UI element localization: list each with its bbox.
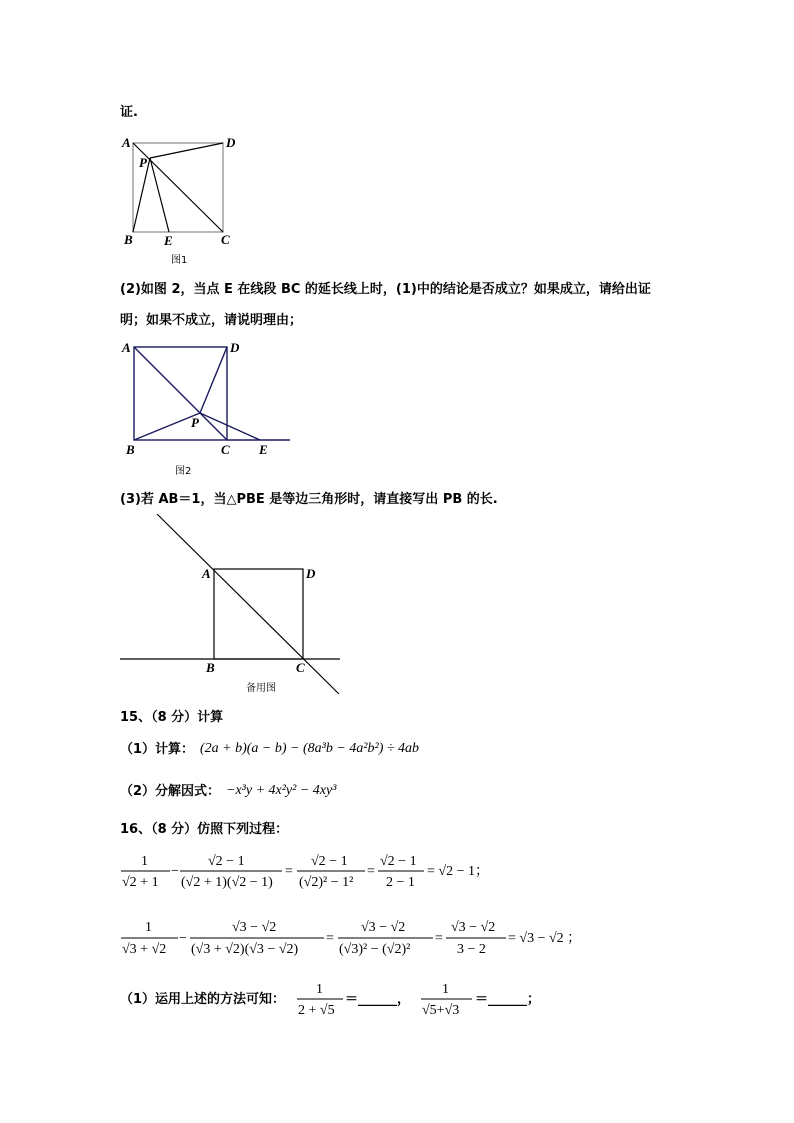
fig1-label-b: B — [124, 232, 133, 247]
ex1-f4-num: √2 − 1 — [380, 854, 417, 869]
q15-title: 15、（8 分）计算 — [120, 710, 224, 725]
fig1-label-d: D — [226, 135, 236, 150]
q15-part1-expression: (2a + b)(a − b) − (8a³b − 4a²b²) ÷ 4ab — [200, 741, 420, 756]
ex2-f1-num: 1 — [145, 920, 152, 935]
ex1-f1-num: 1 — [141, 854, 148, 869]
ex1-f1-den: √2 + 1 — [122, 875, 159, 890]
ex2-f2-den: (√3 + √2)(√3 − √2) — [191, 942, 299, 957]
ex1-f3-num: √2 − 1 — [311, 854, 348, 869]
q16-p1-blank1: ＝______， — [345, 992, 411, 1007]
ex2-f1-den: √3 + √2 — [122, 942, 167, 957]
fig1-label-p: P — [139, 155, 147, 170]
fig3-label-c: C — [296, 660, 305, 675]
ex2-result: = √3 − √2 ； — [508, 931, 582, 946]
ex2-eq2: = — [435, 931, 443, 946]
fig3-label-b: B — [206, 660, 215, 675]
fig3-diagonal-line — [157, 514, 339, 694]
ex2-eq1: = — [326, 931, 334, 946]
fig1-line-pd — [150, 143, 223, 158]
ex1-f2-num: √2 − 1 — [208, 854, 245, 869]
q15-part2-expression: −x³y + 4x²y² − 4xy³ — [226, 783, 337, 798]
fig1-label-a: A — [122, 135, 131, 150]
ex2-f3-den: (√3)² − (√2)² — [339, 942, 411, 957]
q3-text: (3)若 AB＝1，当△PBE 是等边三角形时，请直接写出 PB 的长. — [120, 492, 498, 507]
fig3-label-d: D — [306, 566, 316, 581]
ex1-eq1: = — [285, 864, 293, 879]
q16-p1-f2-den: √5+√3 — [422, 1003, 460, 1018]
fig2-label-p: P — [191, 415, 199, 430]
q16-p1-f1-den: 2 + √5 — [298, 1003, 335, 1018]
intro-tail: 证. — [120, 105, 138, 120]
q16-p1-f2-num: 1 — [442, 982, 449, 997]
ex1-result: = √2 − 1； — [427, 864, 489, 879]
q15-part2-label: （2）分解因式： — [120, 784, 221, 799]
q2-line1: (2)如图 2，当点 E 在线段 BC 的延长线上时，(1)中的结论是否成立？如果成立，请给出证 — [120, 282, 651, 297]
ex2-f3-num: √3 − √2 — [361, 920, 406, 935]
fig2-line-pd — [200, 347, 227, 413]
ex2-minus: − — [179, 931, 187, 946]
ex1-f3-den: (√2)² − 1² — [299, 875, 354, 890]
ex1-minus: − — [171, 864, 179, 879]
ex2-f4-num: √3 − √2 — [451, 920, 496, 935]
fig3-label-a: A — [202, 566, 211, 581]
ex1-f2-den: (√2 + 1)(√2 − 1) — [181, 875, 273, 890]
fig1-label-c: C — [221, 232, 230, 247]
fig3-caption: 备用图 — [246, 683, 276, 694]
fig2-label-d: D — [230, 340, 240, 355]
fig2-label-a: A — [122, 340, 131, 355]
fig1-caption: 图1 — [171, 255, 188, 266]
ex1-eq2: = — [367, 864, 375, 879]
fig2-label-e: E — [259, 442, 268, 457]
q15-part1-label: （1）计算： — [120, 742, 195, 757]
fig2-caption: 图2 — [175, 466, 192, 477]
fig1-label-e: E — [164, 233, 173, 248]
ex2-f4-den: 3 − 2 — [457, 942, 486, 957]
q16-p1-f1-num: 1 — [316, 982, 323, 997]
q2-line2: 明；如果不成立，请说明理由； — [120, 313, 303, 328]
q16-part1-label: （1）运用上述的方法可知： — [120, 992, 286, 1007]
fig2-label-b: B — [126, 442, 135, 457]
q16-p1-blank2: ＝______； — [475, 992, 541, 1007]
q16-title: 16、（8 分）仿照下列过程： — [120, 822, 289, 837]
fig2-label-c: C — [221, 442, 230, 457]
fig2-line-pe — [200, 413, 260, 440]
fig2-diagonal-ac — [134, 347, 227, 440]
ex1-f4-den: 2 − 1 — [386, 875, 415, 890]
ex2-f2-num: √3 − √2 — [232, 920, 277, 935]
